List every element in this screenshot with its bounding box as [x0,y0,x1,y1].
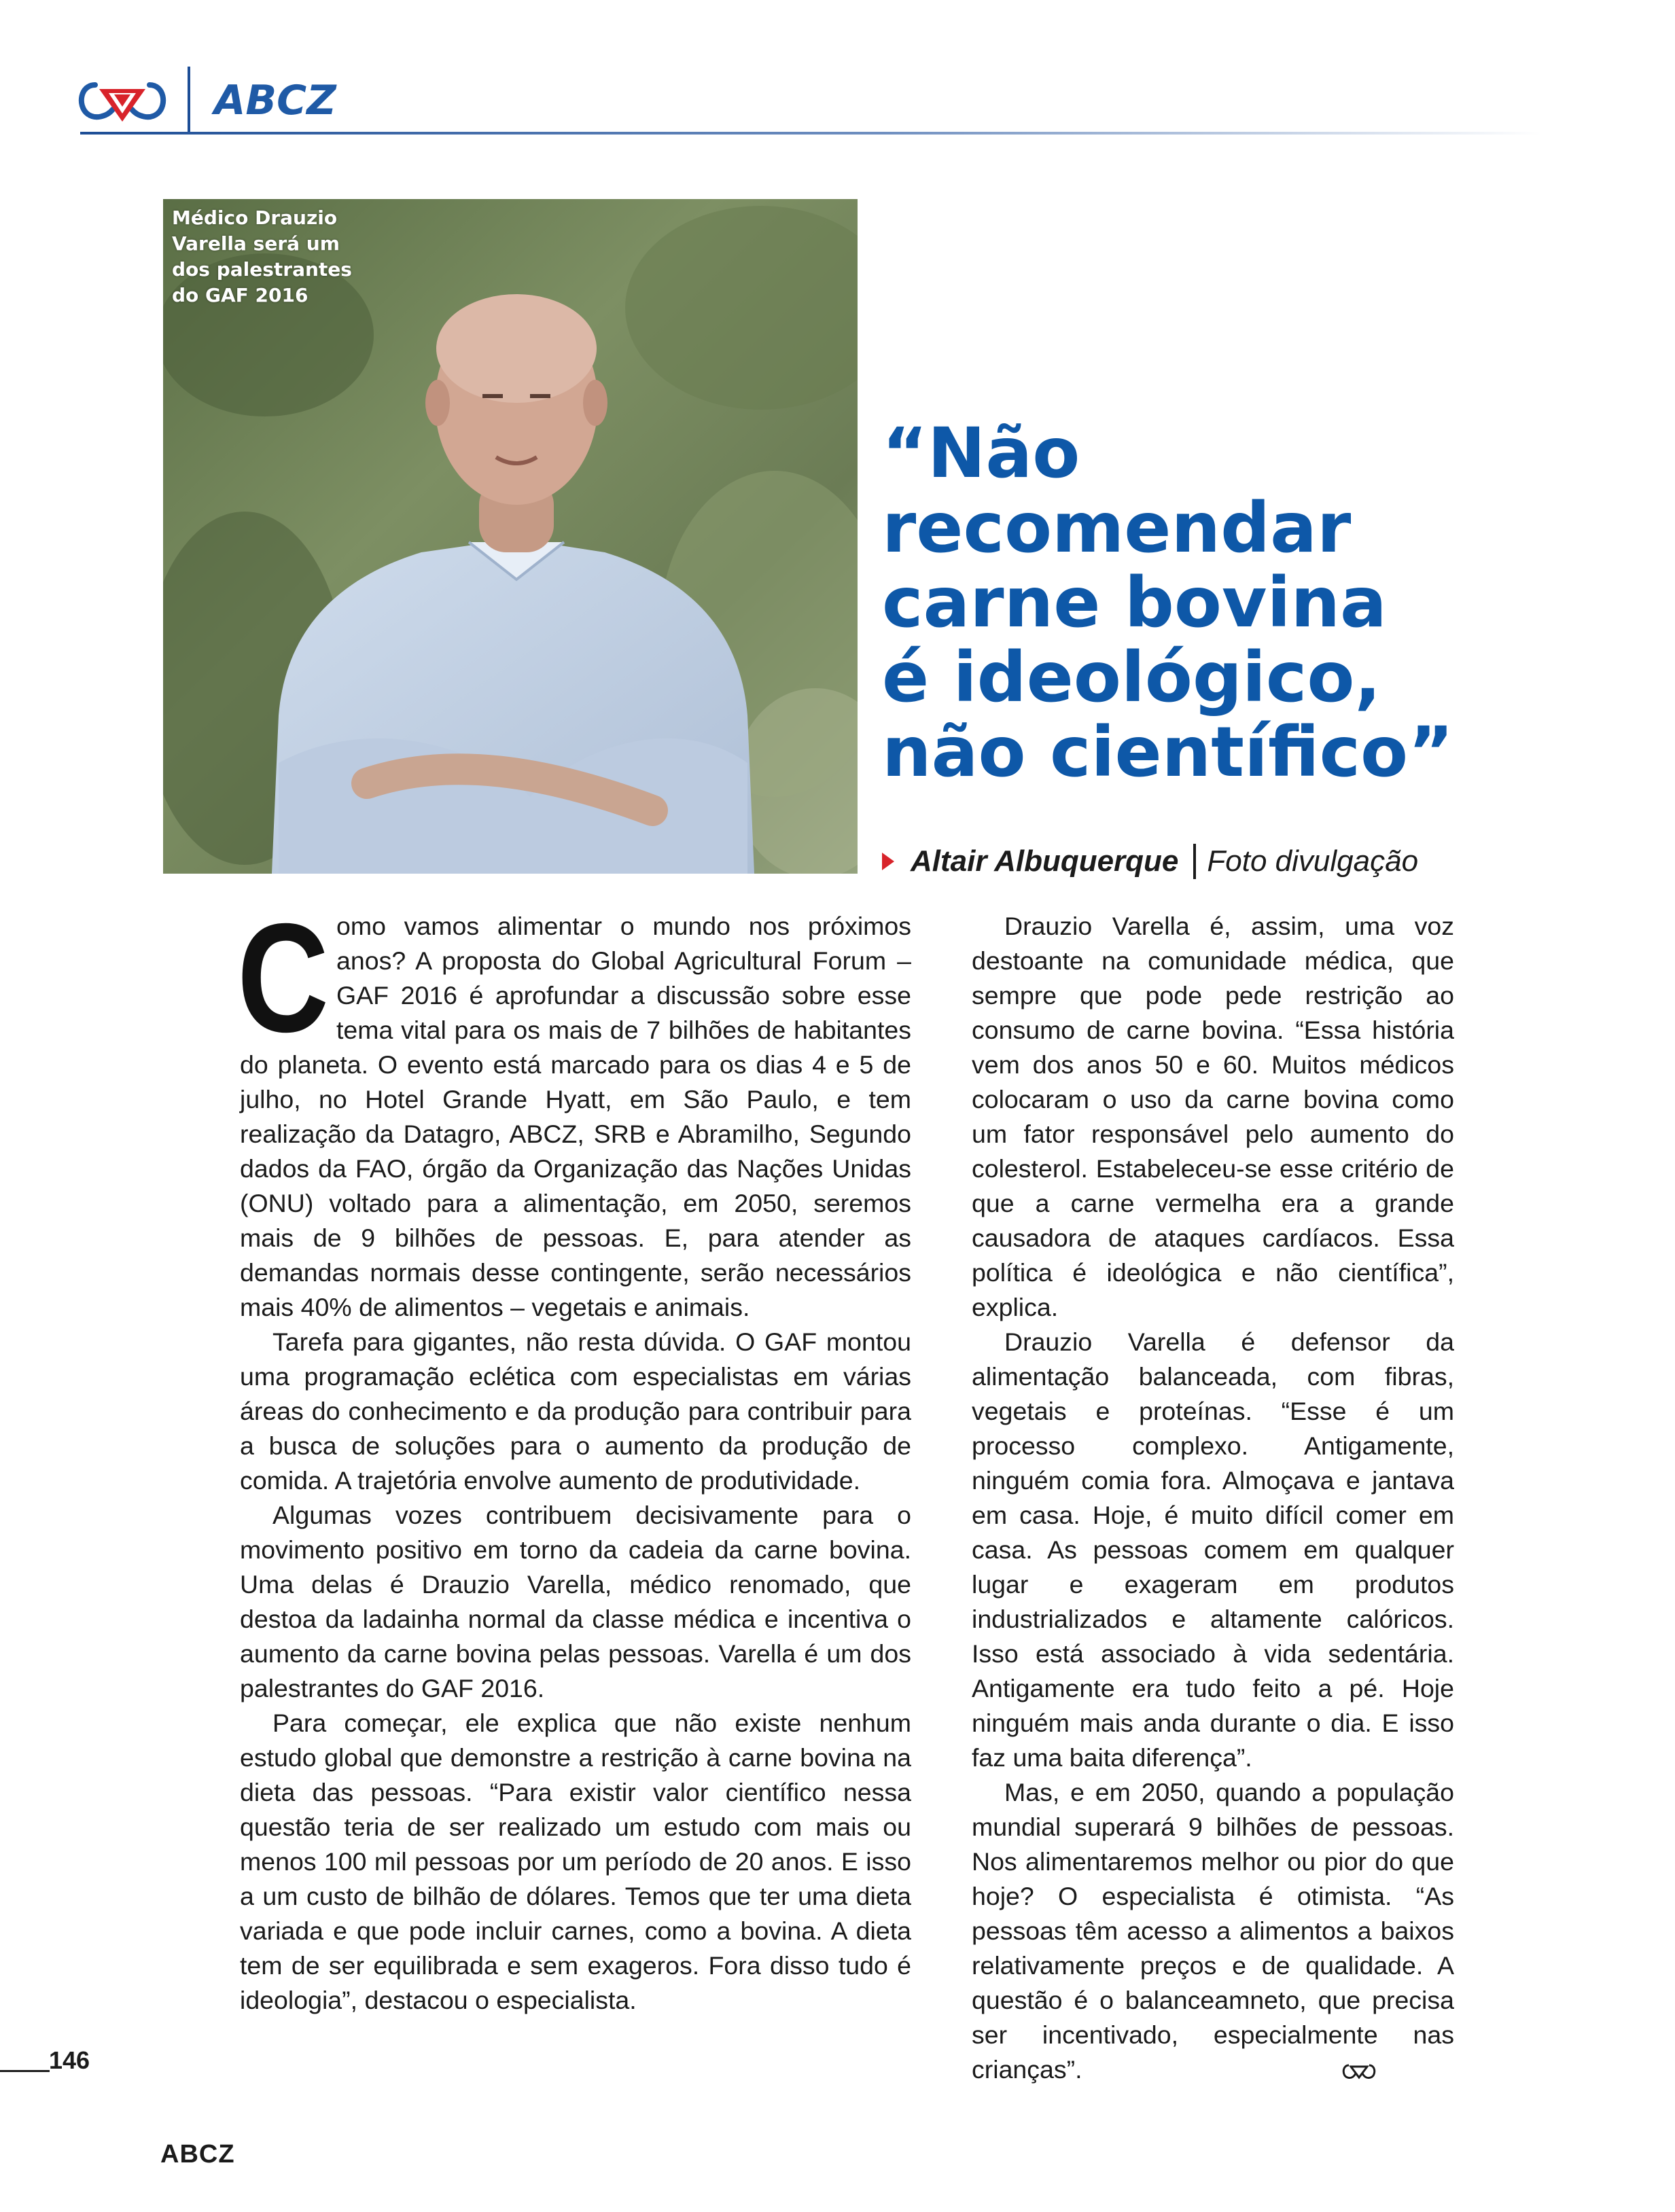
page-number: 146 [49,2046,90,2074]
article-paragraph: Drauzio Varella é defensor da alimentação balanceada, com fibras, vegetais e proteínas. “Esse é um processo complexo. Antigamente, ninguém comia fora. Almoçava e jantava em casa. Hoje, é muito difícil comer em casa. As pessoas comem em qualquer lugar e exageram em produtos industrializados e altamente calóricos. Isso está associado à vida sedentária. Antigamente era tudo feito a pé. Hoje ninguém mais anda durante o dia. E isso faz uma baita diferença”. [972,1327,1454,1772]
footer-brand: ABCZ [160,2140,235,2169]
paragraph-text: Mas, e em 2050, quando a população mundial superará 9 bilhões de pessoas. Nos alimentaremos melhor ou pior do que hoje? O especialista é otimista. “As pessoas têm acesso a alimentos a baixos relativamente preços e de qualidade. A questão é o balanceamneto, que precisa ser incentivado, especialmente nas crianças”. [972,1778,1454,2084]
article-paragraph: Algumas vozes contribuem decisivamente para o movimento positivo em torno da cadeia da carne bovina. Uma delas é Drauzio Varella, médico renomado, que destoa da ladainha normal da classe médica e incentiva o aumento da carne bovina pelas pessoas. Varella é um dos palestrantes do GAF 2016. [240,1501,911,1702]
page-number-rule [0,2070,50,2072]
play-arrow-icon [882,853,894,870]
header-brand: ABCZ [214,77,336,124]
headline-line: recomendar [882,488,1352,569]
article-paragraph [972,1775,1454,2087]
header-rule [80,132,1541,135]
byline-photo-credit: Foto divulgação [1207,844,1419,878]
article-paragraph [237,892,911,1325]
byline [882,841,1418,882]
article-paragraph: Drauzio Varella é, assim, uma voz destoante na comunidade médica, que sempre que pode pede restrição ao consumo de carne bovina. “Essa história vem dos anos 50 e 60. Muitos médicos colocaram o uso da carne bovina como um fator responsável pelo aumento do colesterol. Estabeleceu-se esse critério de que a carne vermelha era a grande causadora de ataques cardíacos. Essa política é ideológica e não científica”, explica. [972,912,1454,1321]
drop-cap: C [237,892,330,1065]
article-headline [882,413,1629,793]
abcz-logo-icon [75,71,170,139]
byline-separator [1193,844,1196,879]
headline-line: não científico” [882,712,1454,793]
article-paragraph: Para começar, ele explica que não existe nenhum estudo global que demonstre a restrição à carne bovina na dieta das pessoas. “Para existir valor científico nessa questão teria de ser realizado um estudo com mais ou menos 100 mil pessoas por um período de 20 anos. E isso a um custo de bilhão de dólares. Temos que ter uma dieta variada e que pode incluir carnes, como a bovina. A dieta tem de ser equilibrada e sem exageros. Fora disso tudo é ideologia”, destacou o especialista. [240,1709,911,2014]
article-column-right [972,909,1454,2087]
article-paragraph: Tarefa para gigantes, não resta dúvida. O GAF montou uma programação eclética com especialistas em várias áreas do conhecimento e da produção para contribuir para a busca de soluções para o aumento da produção de comida. A trajetória envolve aumento de produtividade. [240,1327,911,1495]
photo-caption: Médico Drauzio Varella será um dos palestrantes do GAF 2016 [172,207,352,306]
headline-line: carne bovina [882,563,1387,643]
byline-author: Altair Albuquerque [911,844,1179,878]
paragraph-text: omo vamos alimentar o mundo nos próximos anos? A proposta do Global Agricultural Forum – GAF 2016 é aprofundar a discussão sobre esse tema vital para os mais de 7 bilhões de habitantes do planeta. O evento está marcado para os dias 4 e 5 de julho, no Hotel Grande Hyatt, em São Paulo, e tem realização da Datagro, ABCZ, SRB e Abramilho, Segundo dados da FAO, órgão da Organização das Nações Unidas (ONU) voltado para a alimentação, em 2050, seremos mais de 9 bilhões de pessoas. E, para atender as demandas normais desse contingente, serão necessários mais 40% de alimentos – vegetais e animais. [240,912,911,1321]
headline-line: é ideológico, [882,637,1381,718]
header-divider [188,67,190,135]
article-column-left [237,892,911,2018]
article-end-mark-icon [1341,2061,1377,2082]
headline-line: “Não [882,413,1080,494]
